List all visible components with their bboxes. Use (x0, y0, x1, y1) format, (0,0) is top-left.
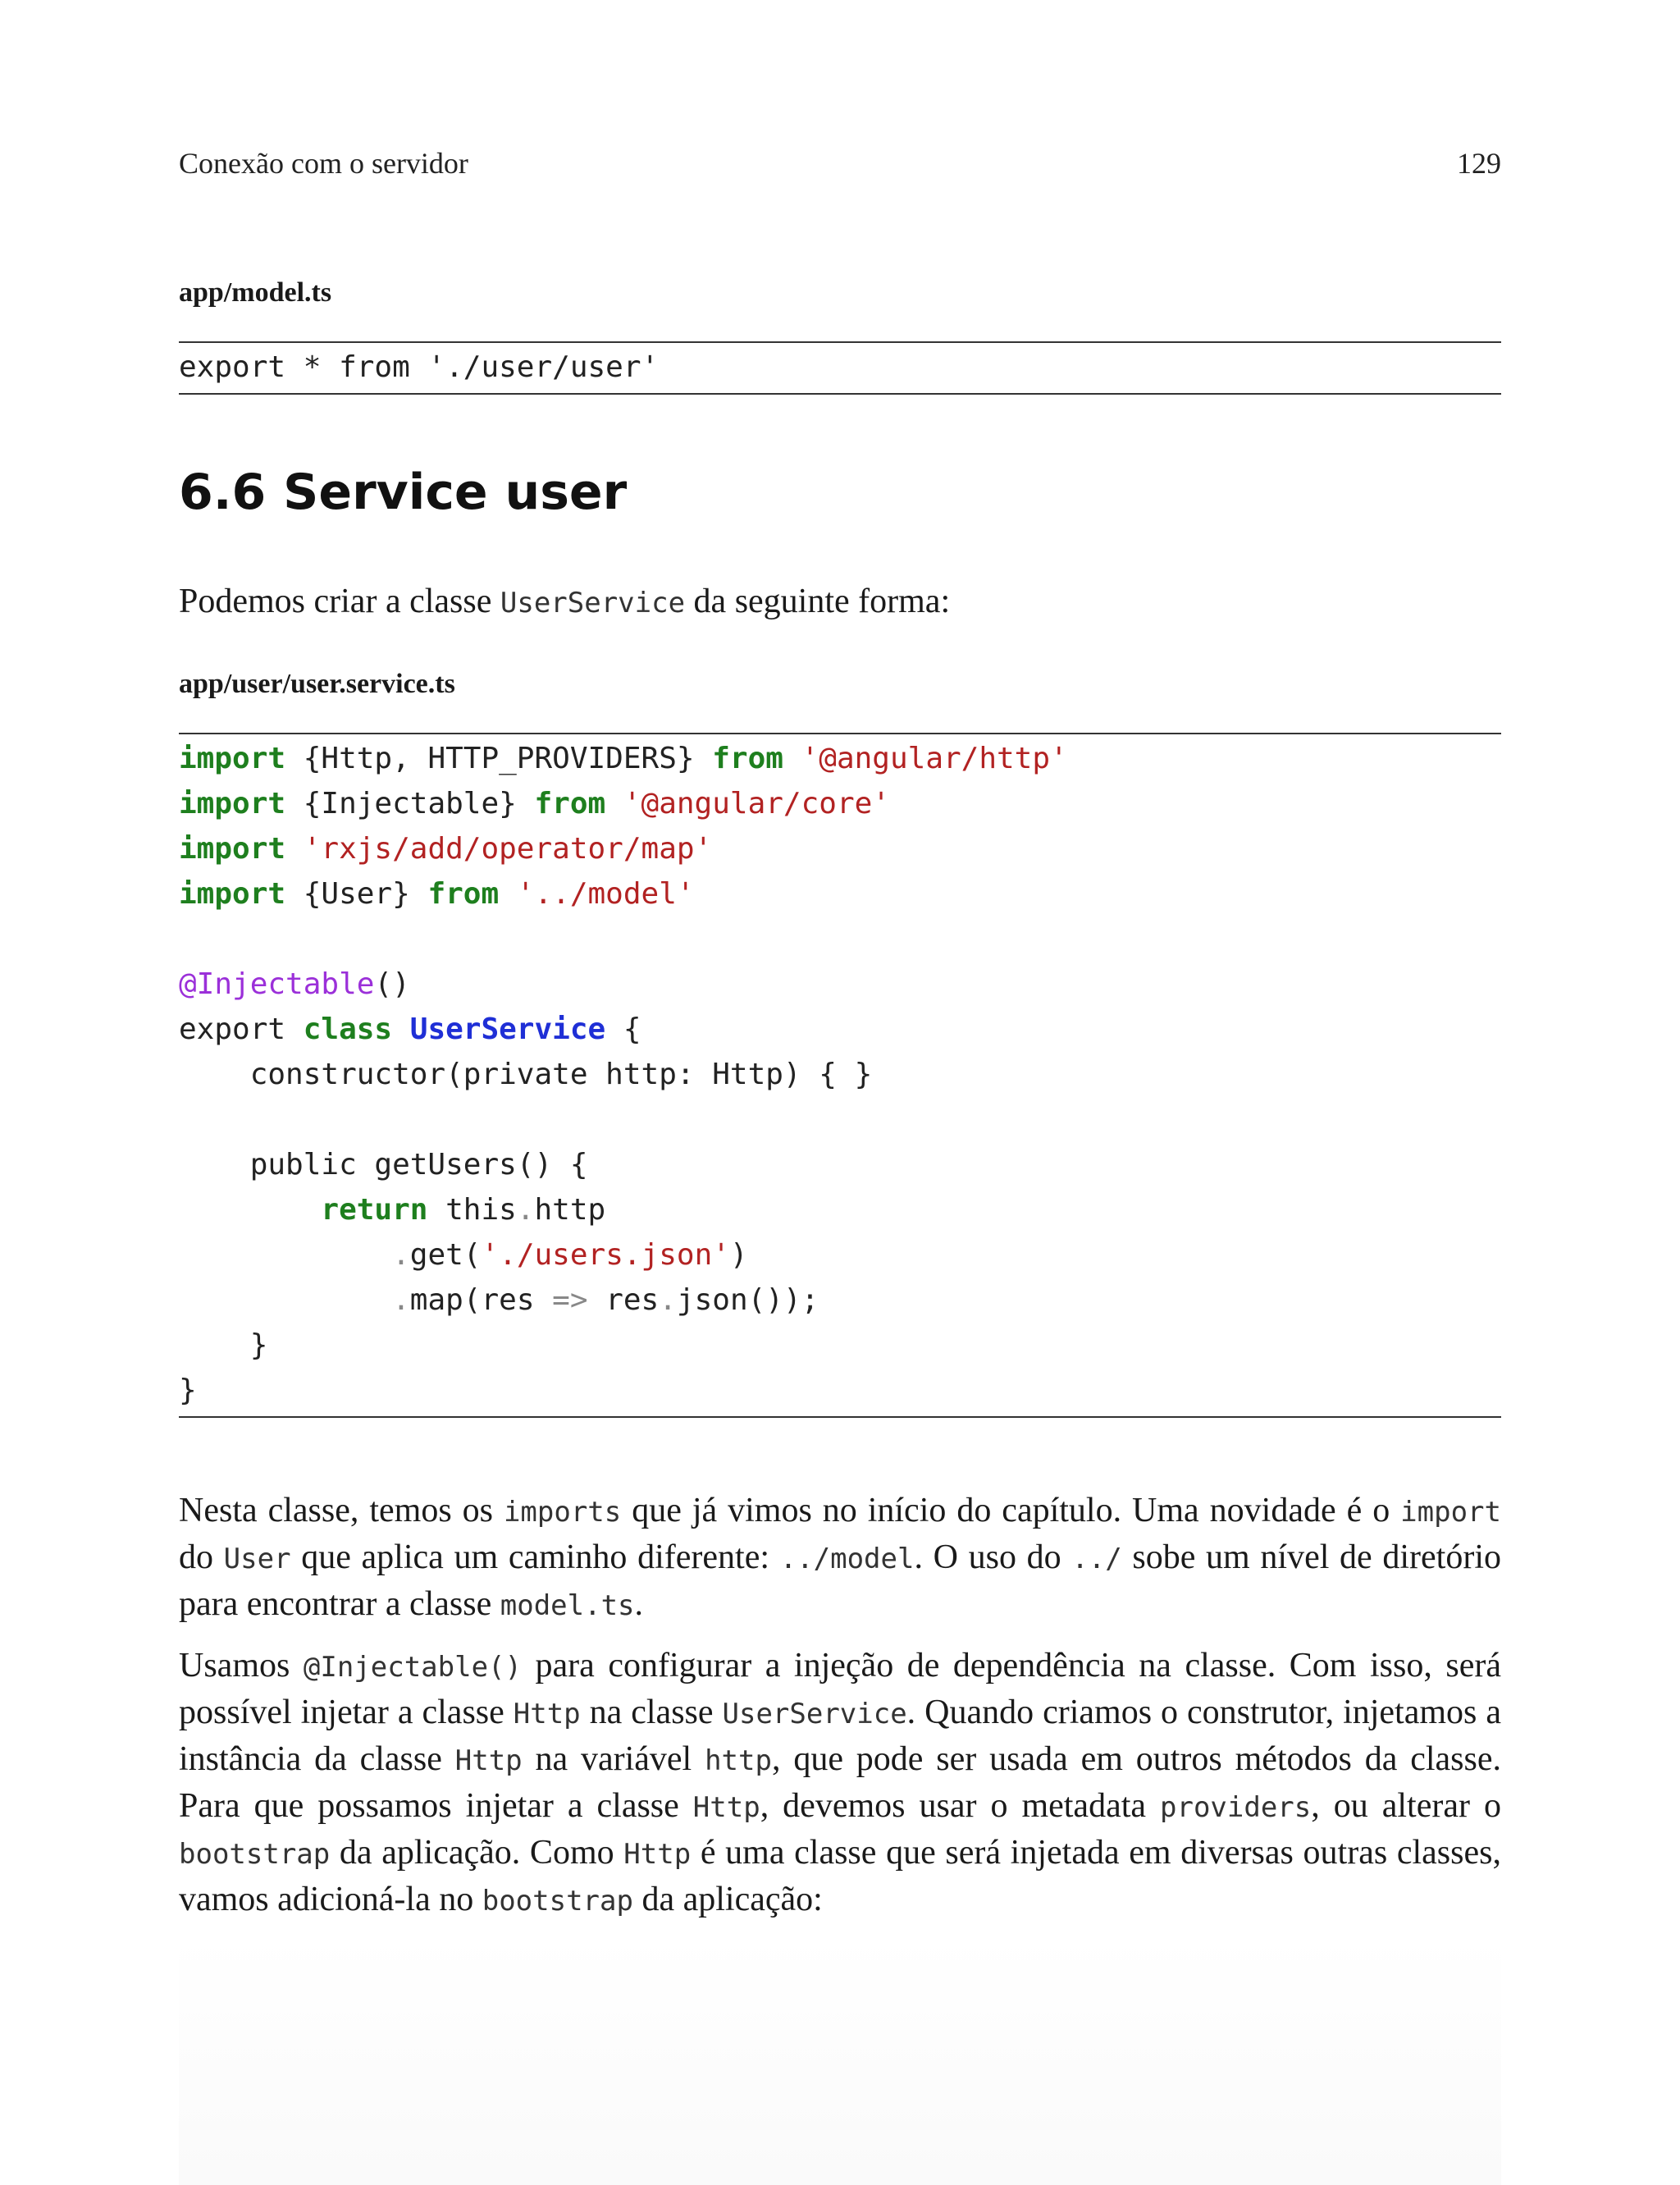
page-shade (179, 1936, 1501, 2185)
text-run: . Quando criamos o construtor, injetamos a instância da classe (179, 1694, 1501, 1778)
code-line (179, 1052, 1501, 1097)
inline-code: providers (1160, 1791, 1312, 1824)
inline-code: UserService (722, 1698, 907, 1730)
code-token: import (179, 877, 286, 911)
code-token: {Injectable} (285, 787, 535, 821)
code-token: '@angular/core' (605, 787, 890, 821)
code-line (179, 871, 1501, 917)
code-token (179, 1238, 392, 1272)
code-token: } (179, 1328, 268, 1362)
code-token: {User} (285, 877, 428, 911)
code-line (179, 962, 1501, 1007)
inline-code: @Injectable() (303, 1651, 522, 1684)
text-run: sobe um nível de diretório para encontrar a classe (179, 1538, 1501, 1623)
code-line (179, 1278, 1501, 1323)
code-line (179, 1323, 1501, 1368)
code-line (179, 1187, 1501, 1232)
code-token: import (179, 742, 286, 775)
body-paragraph (179, 1488, 1501, 1629)
text-run: Nesta classe, temos os (179, 1492, 504, 1529)
text-run: . (634, 1585, 644, 1623)
code-token: UserService (392, 1013, 606, 1046)
text-run: . O uso do (914, 1538, 1072, 1576)
code-token: { (605, 1013, 641, 1046)
code-token: from (534, 787, 606, 821)
code-listing-model (179, 341, 1501, 395)
code-token: } (179, 1374, 197, 1407)
inline-code: bootstrap (179, 1838, 331, 1871)
code-token: @Injectable (179, 967, 375, 1001)
code-token: from (427, 877, 500, 911)
inline-code: Http (623, 1838, 692, 1871)
code-token: . (516, 1193, 535, 1227)
body-paragraph (179, 1643, 1501, 1924)
inline-code: imports (503, 1496, 622, 1529)
code-token: res (587, 1283, 660, 1317)
code-line: export * from './user/user' (179, 350, 660, 384)
listing-caption: app/user/user.service.ts (179, 669, 455, 699)
code-line (179, 736, 1501, 781)
inline-code: ../model (779, 1543, 915, 1575)
code-listing-user-service (179, 733, 1501, 1418)
code-line (179, 1142, 1501, 1187)
code-token: map(res (409, 1283, 553, 1317)
code-token: . (392, 1238, 410, 1272)
intro-paragraph: Podemos criar a classe UserService da seguinte forma: (179, 583, 951, 620)
inline-code: model.ts (500, 1589, 635, 1622)
code-token (179, 1193, 321, 1227)
code-token: this (427, 1193, 517, 1227)
code-token: json()); (676, 1283, 819, 1317)
code-token: './users.json' (481, 1238, 730, 1272)
code-token: '../model' (499, 877, 695, 911)
listing-caption: app/model.ts (179, 277, 332, 308)
text-run: que aplica um caminho diferente: (290, 1538, 780, 1576)
code-token: 'rxjs/add/operator/map' (285, 832, 713, 866)
text-run: do (179, 1538, 224, 1576)
code-token: ) (729, 1238, 748, 1272)
text-run: , devemos usar o metadata (760, 1787, 1161, 1825)
text-run: da aplicação. Como (330, 1834, 624, 1872)
code-line (179, 1232, 1501, 1278)
code-token: export (179, 1013, 304, 1046)
inline-code: http (705, 1744, 772, 1777)
inline-code: ../ (1071, 1543, 1122, 1575)
text-run: da aplicação: (632, 1881, 823, 1918)
code-token: . (392, 1283, 410, 1317)
code-line (179, 781, 1501, 826)
text-run: é uma classe que será injetada em diversas outras classes, vamos adicioná-la no (179, 1834, 1501, 1918)
running-header (179, 146, 1501, 181)
code-line (179, 826, 1501, 871)
text-run: que já vimos no início do capítulo. Uma novidade é o (621, 1492, 1401, 1529)
code-line (179, 917, 1501, 962)
text-run: , que pode ser usada em outros métodos da classe. Para que possamos injetar a classe (179, 1740, 1502, 1825)
code-token: return (321, 1193, 428, 1227)
inline-code: Http (513, 1698, 581, 1730)
chapter-title: Conexão com o servidor (179, 147, 468, 180)
section-heading: 6.6 Service user (179, 464, 628, 521)
code-token: => (552, 1283, 588, 1317)
code-token: {Http, HTTP_PROVIDERS} (285, 742, 713, 775)
code-token: class (303, 1013, 393, 1046)
text-run: na variável (522, 1740, 705, 1778)
text-run: para configurar a injeção de dependência na classe. Com isso, será possível injetar a classe (179, 1647, 1501, 1731)
text-run: na classe (580, 1694, 723, 1731)
text-run: Usamos (179, 1647, 304, 1684)
inline-code: UserService (500, 587, 686, 619)
code-token: from (712, 742, 783, 775)
code-token: get( (409, 1238, 482, 1272)
code-token: '@angular/http' (783, 742, 1068, 775)
code-token (179, 1283, 392, 1317)
code-line (179, 1097, 1501, 1142)
code-token: () (374, 967, 410, 1001)
text-run: , ou alterar o (1311, 1787, 1501, 1825)
page-number: 129 (1457, 147, 1501, 180)
code-token: import (179, 787, 286, 821)
code-token: . (659, 1283, 677, 1317)
inline-code: Http (454, 1744, 523, 1777)
inline-code: Http (692, 1791, 760, 1824)
code-token: import (179, 832, 286, 866)
inline-code: bootstrap (482, 1885, 633, 1918)
code-token: constructor(private http: Http) { } (179, 1058, 873, 1091)
code-line (179, 1368, 1501, 1413)
inline-code: import (1400, 1496, 1501, 1529)
code-token: http (534, 1193, 606, 1227)
code-line (179, 1007, 1501, 1052)
inline-code: User (223, 1543, 291, 1575)
code-token: public getUsers() { (179, 1148, 588, 1182)
